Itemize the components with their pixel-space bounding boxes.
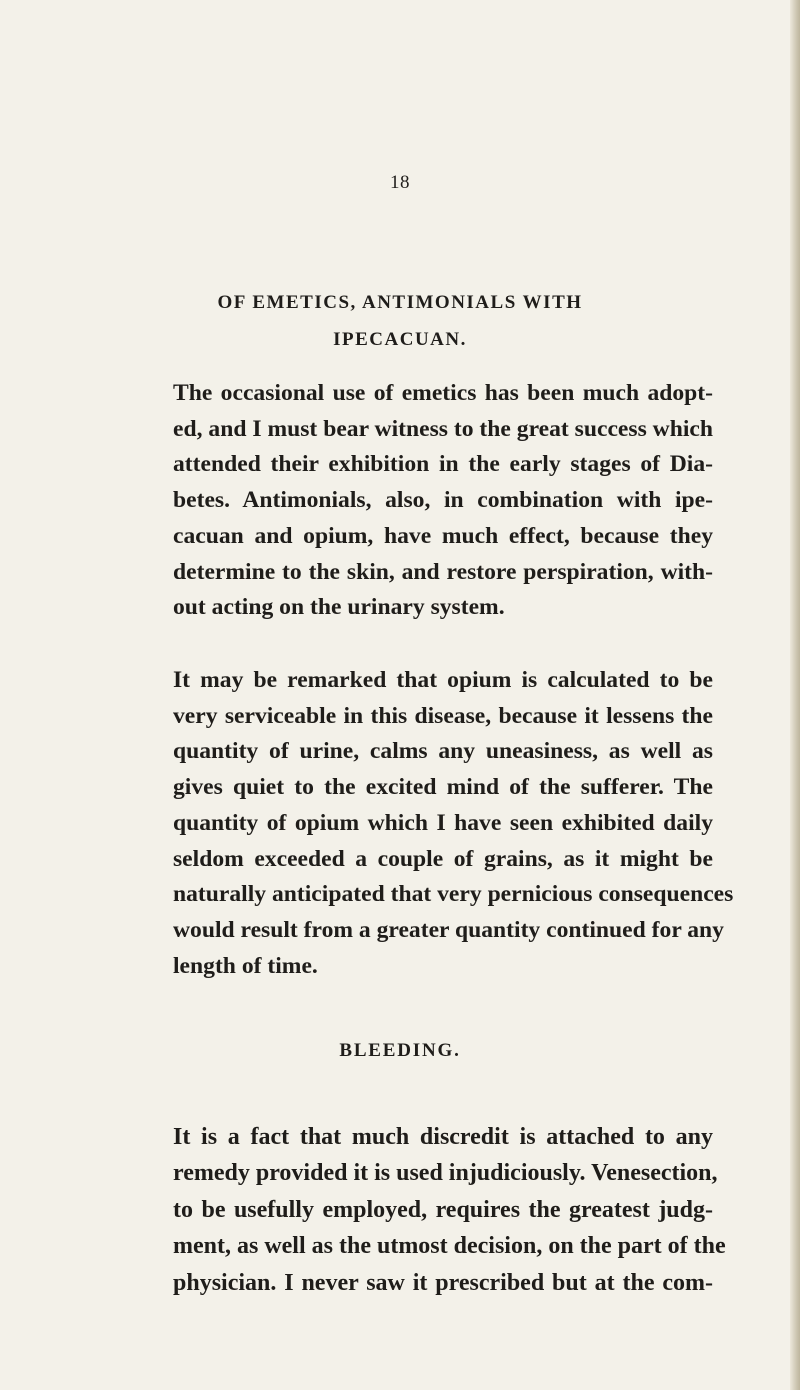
section-heading-emetics-line2: IPECACUAN.: [333, 329, 467, 350]
text-line: would result from a greater quantity continued for any: [173, 916, 724, 943]
text-line: ment, as well as the utmost decision, on the part of the: [173, 1233, 726, 1260]
text-line: It is a fact that much discredit is attached to any: [173, 1124, 713, 1150]
text-line: out acting on the urinary system.: [173, 594, 505, 621]
text-line: gives quiet to the excited mind of the sufferer. The: [173, 774, 713, 801]
page-number: 18: [390, 172, 410, 193]
text-line: remedy provided it is used injudiciously. Venesection,: [173, 1160, 718, 1187]
text-line: to be usefully employed, requires the greatest judg-: [173, 1196, 713, 1223]
text-line: very serviceable in this disease, because it lessens the: [173, 702, 713, 729]
page-edge: [790, 0, 800, 1390]
text-line: quantity of opium which I have seen exhibited daily: [173, 809, 713, 836]
text-line: attended their exhibition in the early stages of Dia-: [173, 451, 713, 478]
text-line: The occasional use of emetics has been much adopt-: [173, 380, 713, 406]
text-line: ed, and I must bear witness to the great success which: [173, 415, 713, 442]
section-heading-emetics: OF EMETICS, ANTIMONIALS WITH: [217, 292, 583, 313]
text-line: length of time.: [173, 952, 318, 979]
text-line: naturally anticipated that very pernicious consequences: [173, 881, 734, 908]
paragraph-emetics: [173, 376, 713, 626]
text-line: quantity of urine, calms any uneasiness, as well as: [173, 738, 713, 765]
paragraph-bleeding: [173, 1119, 726, 1301]
text-line: seldom exceeded a couple of grains, as it might be: [173, 845, 713, 872]
section-heading-bleeding: BLEEDING.: [339, 1040, 461, 1061]
text-line: determine to the skin, and restore perspiration, with-: [173, 558, 713, 585]
paragraph-opium: [173, 663, 734, 984]
text-line: betes. Antimonials, also, in combination with ipe-: [173, 487, 713, 514]
text-line: physician. I never saw it prescribed but at the com-: [173, 1269, 713, 1296]
text-line: cacuan and opium, have much effect, because they: [173, 522, 713, 549]
text-line: It may be remarked that opium is calculated to be: [173, 667, 713, 693]
